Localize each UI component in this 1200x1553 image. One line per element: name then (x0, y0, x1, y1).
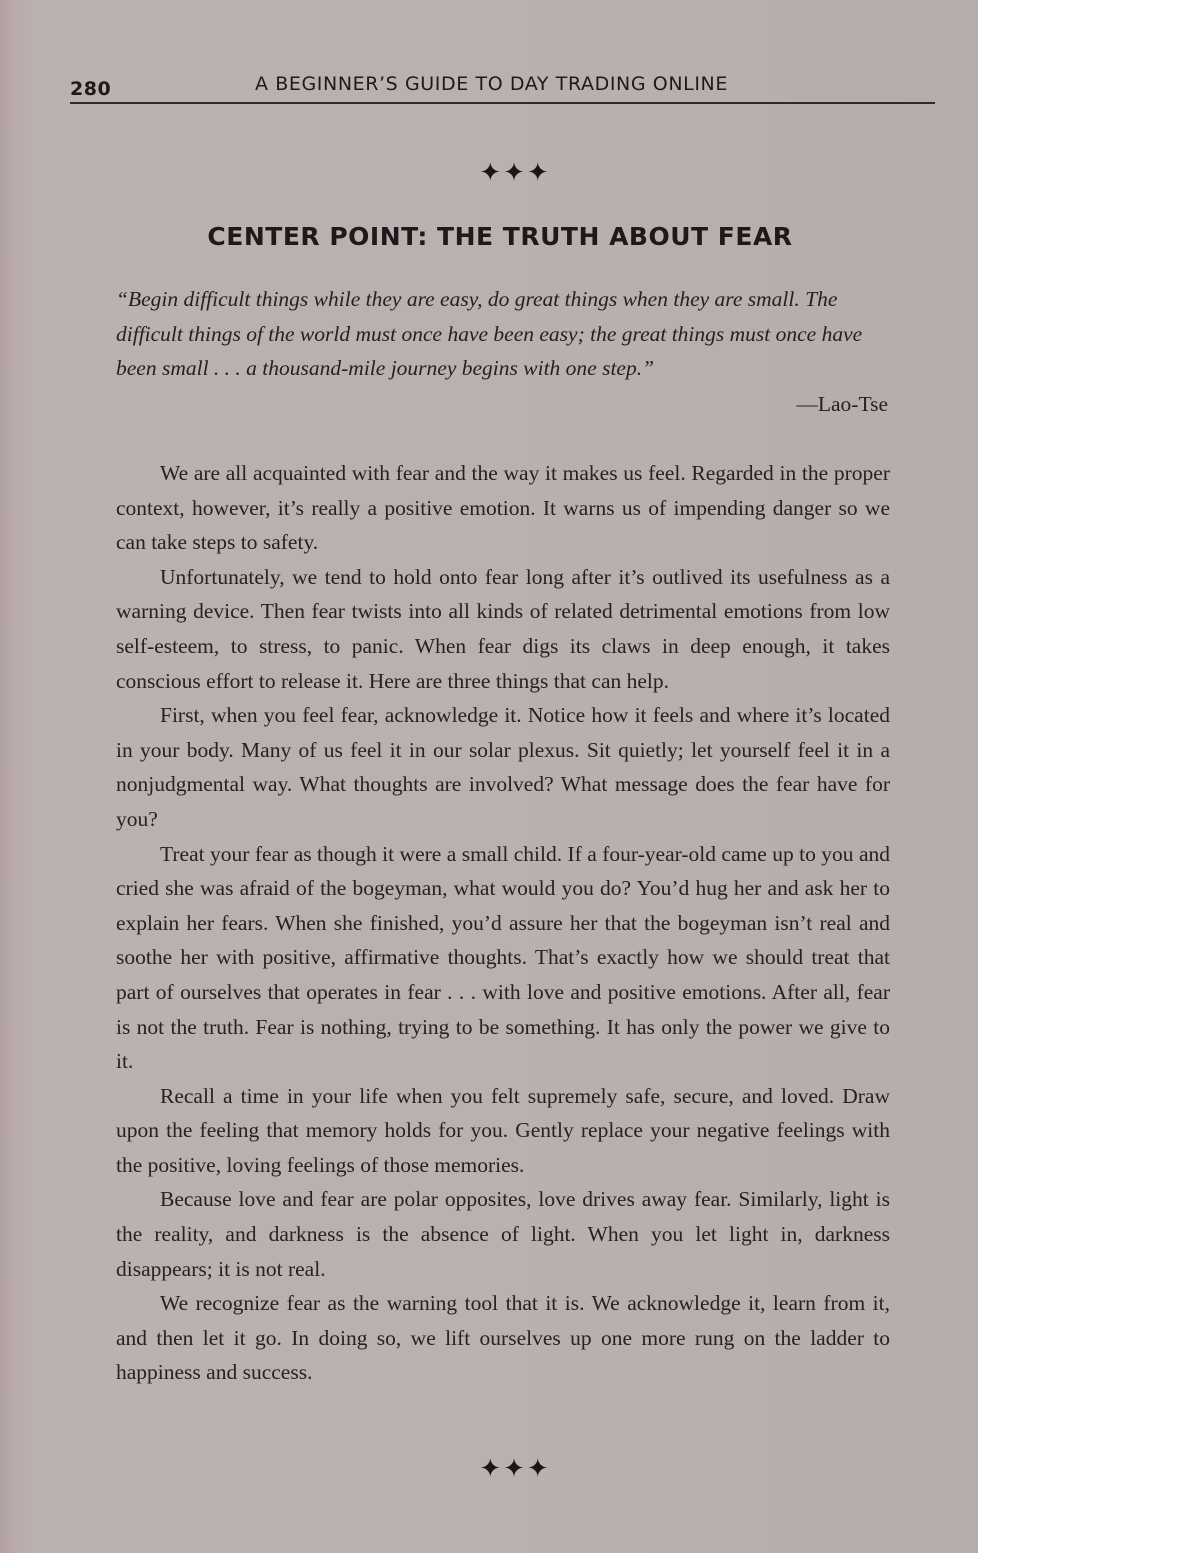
paragraph: We recognize fear as the warning tool that it is. We acknowledge it, learn from it, and then let it go. In doing so, we lift ourselves up one more rung on the ladder to happiness and success. (116, 1291, 890, 1385)
running-head: A BEGINNER’S GUIDE TO DAY TRADING ONLINE (255, 73, 728, 95)
epigraph-quote: “Begin difficult things while they are easy, do great things when they are small. The difficult things of the world must once have been easy; the great things must once have been small . . . a thousand-mile journey begins with one step.” (116, 287, 863, 380)
epigraph-attribution: —Lao-Tse (796, 392, 888, 416)
page-number: 280 (70, 78, 112, 100)
paragraph: Because love and fear are polar opposites, love drives away fear. Similarly, light is the reality, and darkness is the absence of light. When you let light in, darkness disappears; it is not real. (116, 1187, 890, 1281)
page-header (70, 70, 935, 104)
paragraph: We are all acquainted with fear and the way it makes us feel. Regarded in the proper context, however, it’s really a positive emotion. It warns us of impending danger so we can take steps to safety. (116, 461, 890, 555)
paragraph: Recall a time in your life when you felt supremely safe, secure, and loved. Draw upon the feeling that memory holds for you. Gently replace your negative feelings with the positive, loving feelings of those memories. (116, 1083, 890, 1177)
paragraph: First, when you feel fear, acknowledge it. Notice how it feels and where it’s located in your body. Many of us feel it in our solar plexus. Sit quietly; let yourself feel it in a nonjudgmental way. What thoughts are involved? What message does the fear have for you? (116, 703, 890, 831)
paragraph: Unfortunately, we tend to hold onto fear long after it’s outlived its usefulness as a warning device. Then fear twists into all kinds of related detrimental emotions from low self-esteem, to stress, to panic. When fear digs its claws in deep enough, it takes conscious effort to release it. Here are three things that can help. (116, 564, 890, 693)
section-title: CENTER POINT: THE TRUTH ABOUT FEAR (207, 222, 793, 251)
section-ornament-top-icon: ✦✦✦ (479, 158, 551, 188)
body-text (116, 456, 890, 1390)
paragraph: Treat your fear as though it were a small child. If a four-year-old came up to you and cried she was afraid of the bogeyman, what would you do? You’d hug her and ask her to explain her fears. When she finished, you’d assure her that the bogeyman isn’t real and soothe her with positive, affirmative thoughts. That’s exactly how we should treat that part of ourselves that operates in fear . . . with love and positive emotions. After all, fear is not the truth. Fear is nothing, trying to be something. It has only the power we give to it. (116, 841, 890, 1074)
section-ornament-bottom-icon: ✦✦✦ (479, 1454, 551, 1484)
